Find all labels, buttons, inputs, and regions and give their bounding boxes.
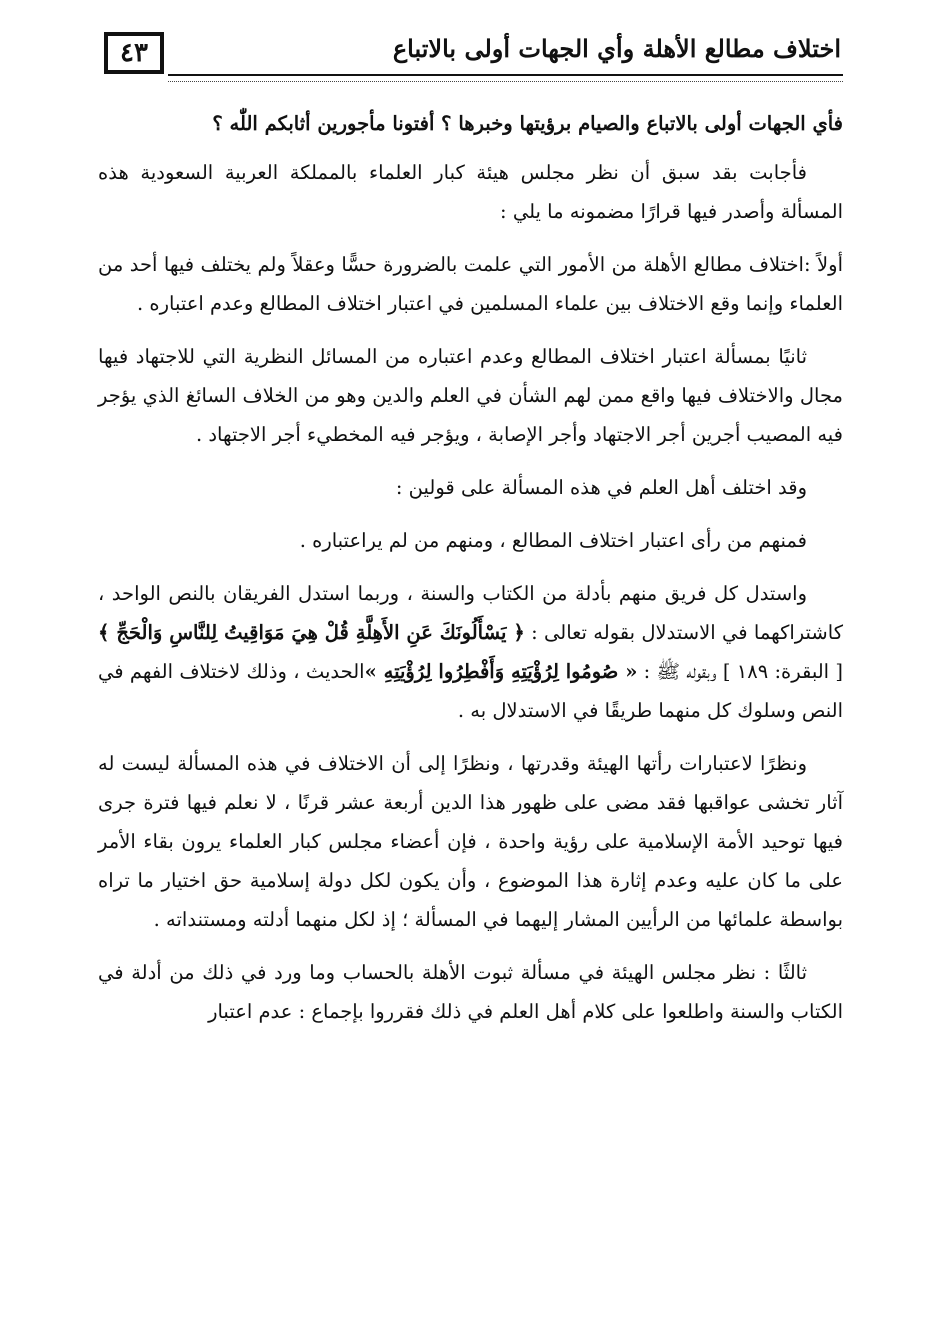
first-point-lead: أولاً	[817, 253, 844, 276]
answer-text: بقد سبق أن نظر مجلس هيئة كبار العلماء بالمملكة العربية السعودية هذه المسألة وأصدر فيها قرارًا مضمونه ما يلي :	[98, 161, 843, 223]
page-body	[98, 104, 843, 1031]
page-header	[98, 22, 843, 78]
third-point-text: نظر مجلس الهيئة في مسألة ثبوت الأهلة بالحساب وما ورد في ذلك من أدلة في الكتاب والسنة واطلعوا على كلام أهل العلم في ذلك فقرروا بإجماع : عدم اعتبار	[98, 961, 843, 1023]
answer-paragraph	[98, 153, 843, 231]
third-point-lead: ثالثًا :	[763, 961, 808, 984]
answer-lead: فأجابت	[749, 161, 807, 184]
header-rule	[168, 74, 843, 82]
council-paragraph: ونظرًا لاعتبارات رأتها الهيئة وقدرتها ، ونظرًا إلى أن الاختلاف في هذه المسألة ليست له آثار تخشى عواقبها فقد مضى على ظهور هذا الدين أربعة عشر قرنًا ، لا نعلم فيها فترة جرى فيها توحيد الأمة الإسلامية على رؤية واحدة ، فإن أعضاء مجلس كبار العلماء يرون بقاء الأمر على ما كان عليه وعدم إثارة هذا الموضوع ، وأن يكون لكل دولة إسلامية حق اختيار ما تراه بواسطة علمائها من الرأيين المشار إليهما في المسألة ؛ إذ لكل منهما أدلته ومستنداته .	[98, 752, 843, 931]
quran-reference: [ البقرة: ١٨٩ ]	[722, 660, 843, 683]
evidence-text-middle: وبقوله ﷺ :	[643, 660, 717, 683]
page-number: ٤٣	[104, 32, 164, 74]
evidence-text-before: واستدل كل فريق منهم بأدلة من الكتاب والسنة ، وربما استدل الفريقان بالنص الواحد ، كاشتراكهما في الاستدلال بقوله تعالى :	[98, 582, 843, 644]
second-point-lead: ثانيًا	[778, 345, 807, 368]
document-page	[98, 22, 843, 1312]
evidence-paragraph	[98, 574, 843, 730]
evidence-text-after: الحديث ، وذلك لاختلاف الفهم في النص وسلوك كل منهما طريقًا في الاستدلال به .	[98, 660, 843, 722]
third-point-paragraph	[98, 953, 843, 1031]
second-point-text: بمسألة اعتبار اختلاف المطالع وعدم اعتباره من المسائل النظرية التي للاجتهاد فيها مجال والاختلاف فيها واقع ممن لهم الشأن في العلم والدين وهو من الخلاف السائغ الذي يؤجر فيه المصيب أجرين أجر الاجتهاد وأجر الإصابة ، ويؤجر فيه المخطيء أجر الاجتهاد .	[98, 345, 843, 446]
question-paragraph: فأي الجهات أولى بالاتباع والصيام برؤيتها وخبرها ؟ أفتونا مأجورين أثابكم اللّٰه ؟	[212, 112, 843, 135]
hadith-text: « صُومُوا لِرُؤْيَتِهِ وَأَفْطِرُوا لِرُؤْيَتِهِ »	[364, 660, 638, 683]
views-paragraph: فمنهم من رأى اعتبار اختلاف المطالع ، ومنهم من لم يراعتباره .	[299, 529, 807, 552]
second-point-paragraph	[98, 337, 843, 454]
two-opinions-paragraph: وقد اختلف أهل العلم في هذه المسألة على قولين :	[395, 476, 807, 499]
quran-verse: ﴿ يَسْأَلُونَكَ عَنِ الأَهِلَّةِ قُلْ هِيَ مَوَاقِيتُ لِلنَّاسِ وَالْحَجِّ ﴾	[98, 621, 525, 644]
running-title: اختلاف مطالع الأهلة وأي الجهات أولى بالاتباع	[392, 34, 841, 63]
first-point-text: :اختلاف مطالع الأهلة من الأمور التي علمت بالضرورة حسًّا وعقلاً ولم يختلف فيها أحد من العلماء وإنما وقع الاختلاف بين علماء المسلمين في اعتبار اختلاف المطالع وعدم اعتباره .	[98, 253, 843, 315]
first-point-paragraph	[98, 245, 843, 323]
